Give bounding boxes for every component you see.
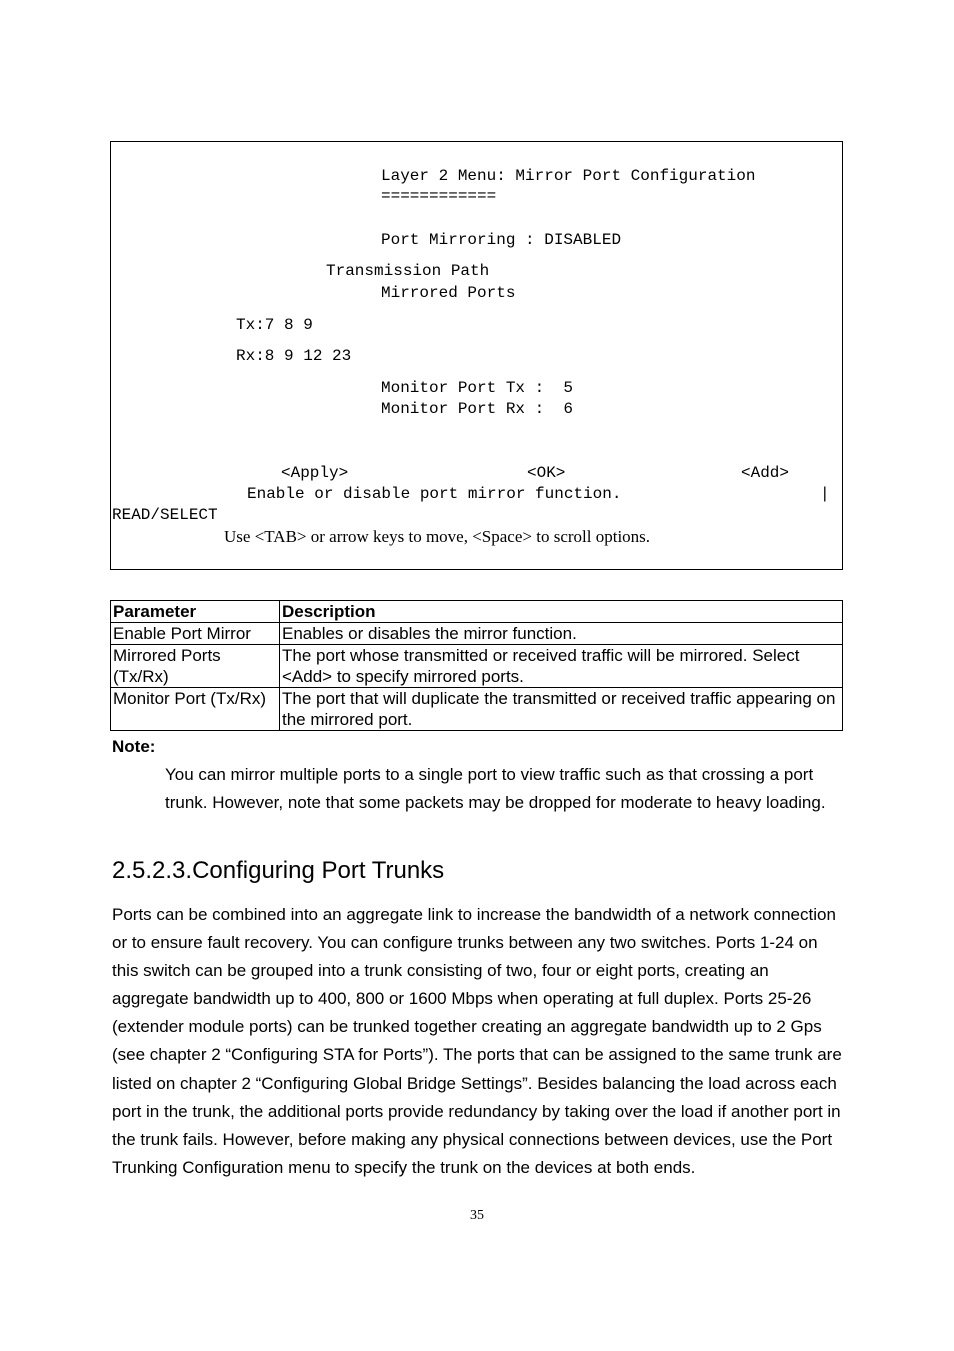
title-underline: ============ xyxy=(381,187,497,205)
apply-button[interactable]: <Apply> xyxy=(281,464,349,482)
parameter-table xyxy=(110,600,843,731)
monitor-port-rx[interactable]: Monitor Port Rx : 6 xyxy=(381,400,574,418)
mirrored-ports-label: Mirrored Ports xyxy=(381,284,516,302)
desc-cell: The port that will duplicate the transmitted or received traffic appearing on the mirrored port. xyxy=(280,688,843,731)
monitor-port-tx[interactable]: Monitor Port Tx : 5 xyxy=(381,379,574,397)
param-cell: Mirrored Ports (Tx/Rx) xyxy=(111,645,280,688)
param-cell: Enable Port Mirror xyxy=(111,623,280,645)
ok-button[interactable]: <OK> xyxy=(527,464,566,482)
note-label: Note: xyxy=(112,737,156,756)
section-paragraph: Ports can be combined into an aggregate link to increase the bandwidth of a network connection or to ensure fault recovery. You can configure trunks between any two switches. Ports 1-24 on this switch can be grouped into a trunk consisting of two, four or eight ports, creating an aggregate bandwidth up to 400, 800 or 1600 Mbps when operating at full duplex. Ports 25-26 (extender module ports) can be trunked together creating an aggregate bandwidth up to 2 Gps (see chapter 2 “Configuring STA for Ports”). The ports that can be assigned to the same trunk are listed on chapter 2 “Configuring Global Bridge Settings”. Besides balancing the load across each port in the trunk, the additional ports provide redundancy by taking over the load if another port in the trunk fails. However, before making any physical connections between devices, use the Port Trunking Configuration menu to specify the trunk on the devices at both ends. xyxy=(112,905,842,1177)
status-separator: | xyxy=(820,485,830,503)
help-text: Enable or disable port mirror function. xyxy=(247,485,622,503)
table-row xyxy=(111,623,843,645)
section-heading: 2.5.2.3.Configuring Port Trunks xyxy=(112,857,445,884)
menu-title: Layer 2 Menu: Mirror Port Configuration xyxy=(381,167,756,185)
page-number: 35 xyxy=(470,1208,484,1223)
tx-mirrored-ports[interactable]: Tx:7 8 9 xyxy=(236,316,313,334)
desc-cell: The port whose transmitted or received traffic will be mirrored. Select <Add> to specify mirrored ports. xyxy=(280,645,843,688)
desc-cell: Enables or disables the mirror function. xyxy=(280,623,843,645)
mode-indicator: READ/SELECT xyxy=(112,506,218,524)
table-row xyxy=(111,645,843,688)
header-parameter: Parameter xyxy=(111,601,280,623)
note-body: You can mirror multiple ports to a single port to view traffic such as that crossing a port trunk. However, note that some packets may be dropped for moderate to heavy loading. xyxy=(165,765,826,812)
add-button[interactable]: <Add> xyxy=(741,464,790,482)
param-cell: Monitor Port (Tx/Rx) xyxy=(111,688,280,731)
header-description: Description xyxy=(280,601,843,623)
port-mirroring-status[interactable]: Port Mirroring : DISABLED xyxy=(381,231,622,249)
transmission-path-label: Transmission Path xyxy=(326,262,490,280)
rx-mirrored-ports[interactable]: Rx:8 9 12 23 xyxy=(236,347,352,365)
table-header-row xyxy=(111,601,843,623)
terminal-screen xyxy=(110,141,843,570)
navigation-hint: Use <TAB> or arrow keys to move, <Space> to scroll options. xyxy=(224,527,651,546)
table-row xyxy=(111,688,843,731)
